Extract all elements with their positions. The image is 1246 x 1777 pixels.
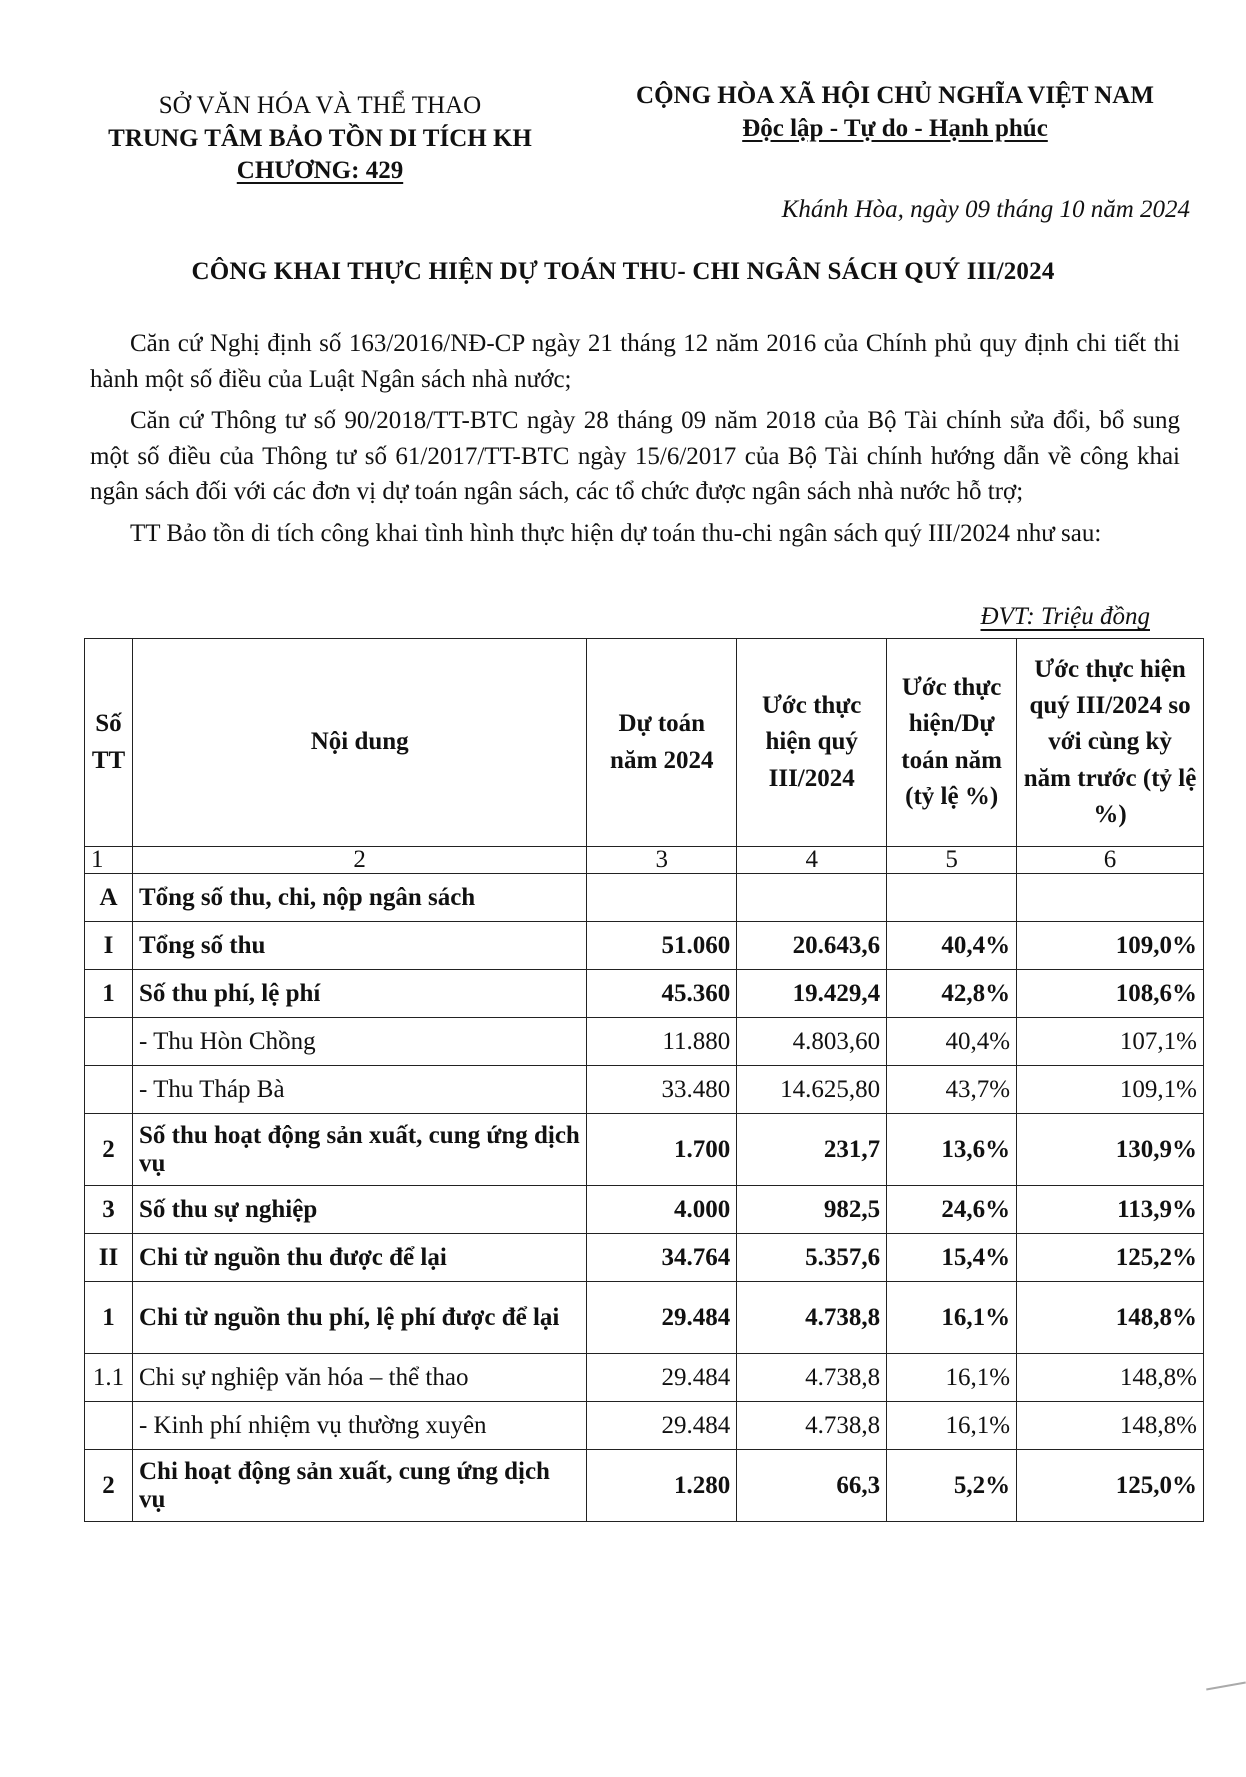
cell-stt: 2 xyxy=(85,1450,133,1522)
issuing-agency-block xyxy=(70,90,570,188)
agency-chapter: CHƯƠNG: 429 xyxy=(236,157,404,184)
table-row xyxy=(85,1186,1204,1234)
cell-estimate: 231,7 xyxy=(737,1114,887,1186)
cell-content: Số thu hoạt động sản xuất, cung ứng dịch vụ xyxy=(132,1114,586,1186)
national-motto-block xyxy=(595,80,1195,145)
cell-stt xyxy=(85,1018,133,1066)
table-header-row xyxy=(85,639,1204,847)
cell-yoy: 130,9% xyxy=(1017,1114,1204,1186)
cell-content: Số thu sự nghiệp xyxy=(132,1186,586,1234)
cell-stt: 1.1 xyxy=(85,1354,133,1402)
cell-stt: 3 xyxy=(85,1186,133,1234)
cell-budget: 51.060 xyxy=(587,922,737,970)
cell-yoy: 113,9% xyxy=(1017,1186,1204,1234)
cell-yoy: 148,8% xyxy=(1017,1282,1204,1354)
paragraph: TT Bảo tồn di tích công khai tình hình thực hiện dự toán thu-chi ngân sách quý III/2024 như sau: xyxy=(130,519,1102,547)
cell-yoy: 125,2% xyxy=(1017,1234,1204,1282)
cell-yoy xyxy=(1017,874,1204,922)
table-row xyxy=(85,1282,1204,1354)
table-row xyxy=(85,874,1204,922)
cell-content: Tổng số thu, chi, nộp ngân sách xyxy=(132,874,586,922)
table-row xyxy=(85,1114,1204,1186)
cell-yoy: 125,0% xyxy=(1017,1450,1204,1522)
col-number: 3 xyxy=(587,847,737,874)
col-number: 6 xyxy=(1017,847,1204,874)
col-header-ratio: Ước thực hiện/Dự toán năm (tỷ lệ %) xyxy=(887,639,1017,847)
cell-ratio: 40,4% xyxy=(887,922,1017,970)
table-row xyxy=(85,1450,1204,1522)
cell-stt: 2 xyxy=(85,1114,133,1186)
cell-stt xyxy=(85,1066,133,1114)
cell-budget: 45.360 xyxy=(587,970,737,1018)
cell-estimate: 982,5 xyxy=(737,1186,887,1234)
paragraph: Căn cứ Nghị định số 163/2016/NĐ-CP ngày 21 tháng 12 năm 2016 của Chính phủ quy định chi tiết thi hành một số điều của Luật Ngân sách nhà nước; xyxy=(90,330,1180,393)
cell-content: Chi sự nghiệp văn hóa – thể thao xyxy=(132,1354,586,1402)
document-date: Khánh Hòa, ngày 09 tháng 10 năm 2024 xyxy=(781,196,1190,223)
cell-ratio: 16,1% xyxy=(887,1282,1017,1354)
cell-yoy: 108,6% xyxy=(1017,970,1204,1018)
cell-stt: 1 xyxy=(85,970,133,1018)
cell-content: Chi từ nguồn thu được để lại xyxy=(132,1234,586,1282)
cell-estimate: 5.357,6 xyxy=(737,1234,887,1282)
agency-name: TRUNG TÂM BẢO TỒN DI TÍCH KH xyxy=(108,124,532,152)
cell-estimate: 66,3 xyxy=(737,1450,887,1522)
cell-estimate xyxy=(737,874,887,922)
cell-ratio: 13,6% xyxy=(887,1114,1017,1186)
col-header-stt: Số TT xyxy=(85,639,133,847)
cell-content: Chi hoạt động sản xuất, cung ứng dịch vụ xyxy=(132,1450,586,1522)
col-number: 4 xyxy=(737,847,887,874)
table-row xyxy=(85,922,1204,970)
col-header-content: Nội dung xyxy=(132,639,586,847)
col-header-yoy: Ước thực hiện quý III/2024 so với cùng kỳ năm trước (tỷ lệ %) xyxy=(1017,639,1204,847)
cell-ratio: 5,2% xyxy=(887,1450,1017,1522)
cell-yoy: 107,1% xyxy=(1017,1018,1204,1066)
cell-estimate: 4.738,8 xyxy=(737,1402,887,1450)
cell-ratio: 24,6% xyxy=(887,1186,1017,1234)
table-row xyxy=(85,1402,1204,1450)
cell-budget: 4.000 xyxy=(587,1186,737,1234)
cell-ratio: 40,4% xyxy=(887,1018,1017,1066)
cell-stt: I xyxy=(85,922,133,970)
cell-budget: 1.280 xyxy=(587,1450,737,1522)
cell-ratio: 43,7% xyxy=(887,1066,1017,1114)
table-row xyxy=(85,1354,1204,1402)
cell-ratio: 42,8% xyxy=(887,970,1017,1018)
cell-content: - Kinh phí nhiệm vụ thường xuyên xyxy=(132,1402,586,1450)
cell-content: Số thu phí, lệ phí xyxy=(132,970,586,1018)
budget-table xyxy=(84,638,1204,1522)
table-row xyxy=(85,1066,1204,1114)
cell-estimate: 4.738,8 xyxy=(737,1354,887,1402)
cell-budget: 34.764 xyxy=(587,1234,737,1282)
cell-estimate: 20.643,6 xyxy=(737,922,887,970)
cell-stt: II xyxy=(85,1234,133,1282)
cell-estimate: 19.429,4 xyxy=(737,970,887,1018)
cell-budget: 29.484 xyxy=(587,1402,737,1450)
cell-estimate: 4.738,8 xyxy=(737,1282,887,1354)
col-header-estimate: Ước thực hiện quý III/2024 xyxy=(737,639,887,847)
table-row xyxy=(85,1018,1204,1066)
agency-department: SỞ VĂN HÓA VÀ THỂ THAO xyxy=(158,92,482,119)
cell-ratio: 15,4% xyxy=(887,1234,1017,1282)
cell-content: Tổng số thu xyxy=(132,922,586,970)
cell-stt: A xyxy=(85,874,133,922)
cell-content: Chi từ nguồn thu phí, lệ phí được để lại xyxy=(132,1282,586,1354)
col-header-budget: Dự toán năm 2024 xyxy=(587,639,737,847)
cell-yoy: 148,8% xyxy=(1017,1354,1204,1402)
column-number-row xyxy=(85,847,1204,874)
cell-budget: 11.880 xyxy=(587,1018,737,1066)
col-number: 5 xyxy=(887,847,1017,874)
document-title: CÔNG KHAI THỰC HIỆN DỰ TOÁN THU- CHI NGÂN SÁCH QUÝ III/2024 xyxy=(191,258,1055,285)
cell-yoy: 148,8% xyxy=(1017,1402,1204,1450)
cell-budget: 1.700 xyxy=(587,1114,737,1186)
cell-estimate: 4.803,60 xyxy=(737,1018,887,1066)
cell-ratio xyxy=(887,874,1017,922)
paragraph: Căn cứ Thông tư số 90/2018/TT-BTC ngày 28 tháng 09 năm 2018 của Bộ Tài chính sửa đổi, bổ sung một số điều của Thông tư số 61/2017/TT-BTC ngày 15/6/2017 của Bộ Tài chính hướng dẫn về công khai ngân sách đối với các đơn vị dự toán ngân sách, các tổ chức được ngân sách nhà nước hỗ trợ; xyxy=(90,407,1180,505)
cell-content: - Thu Hòn Chồng xyxy=(132,1018,586,1066)
cell-yoy: 109,0% xyxy=(1017,922,1204,970)
cell-content: - Thu Tháp Bà xyxy=(132,1066,586,1114)
country-name: CỘNG HÒA XÃ HỘI CHỦ NGHĨA VIỆT NAM xyxy=(636,82,1154,109)
col-number: 1 xyxy=(85,847,133,874)
document-body xyxy=(90,326,1180,557)
cell-estimate: 14.625,80 xyxy=(737,1066,887,1114)
col-number: 2 xyxy=(132,847,586,874)
national-motto: Độc lập - Tự do - Hạnh phúc xyxy=(742,114,1048,142)
cell-stt: 1 xyxy=(85,1282,133,1354)
cell-ratio: 16,1% xyxy=(887,1402,1017,1450)
cell-stt xyxy=(85,1402,133,1450)
cell-ratio: 16,1% xyxy=(887,1354,1017,1402)
cell-yoy: 109,1% xyxy=(1017,1066,1204,1114)
cell-budget: 29.484 xyxy=(587,1354,737,1402)
page-corner-mark xyxy=(1206,1682,1246,1691)
cell-budget: 29.484 xyxy=(587,1282,737,1354)
table-row xyxy=(85,1234,1204,1282)
cell-budget xyxy=(587,874,737,922)
unit-label: ĐVT: Triệu đồng xyxy=(980,603,1150,630)
table-row xyxy=(85,970,1204,1018)
cell-budget: 33.480 xyxy=(587,1066,737,1114)
